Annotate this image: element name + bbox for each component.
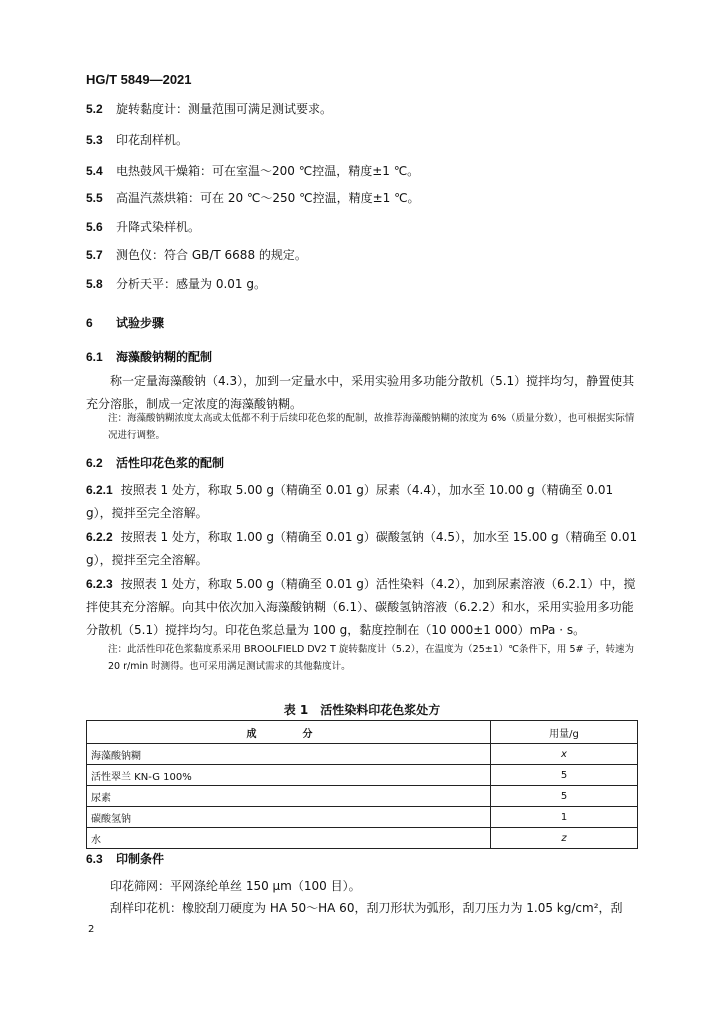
table-cell-component: 海藻酸钠糊	[87, 744, 491, 765]
section-title: 印制条件	[116, 852, 165, 866]
clause-number: 6.2.3	[86, 577, 113, 591]
table-row	[87, 786, 638, 807]
table-1	[86, 720, 638, 849]
clause-text: 旋转黏度计：测量范围可满足测试要求。	[116, 102, 333, 116]
clause-number: 5.2	[86, 102, 103, 116]
clause-text: 测色仪：符合 GB/T 6688 的规定。	[116, 248, 307, 262]
clause-6-2-2	[86, 526, 641, 572]
section-6-heading	[86, 314, 164, 331]
clause-number: 5.3	[86, 133, 103, 147]
section-title: 海藻酸钠糊的配制	[116, 350, 213, 364]
section-6-3-text-1: 印花筛网：平网涤纶单丝 150 μm（100 目）。	[110, 879, 361, 893]
clause-text: 按照表 1 处方，称取 1.00 g（精确至 0.01 g）碳酸氢钠（4.5），加水至 15.00 g（精确至 0.01 g），搅拌至完全溶解。	[86, 530, 638, 567]
clause-number: 5.4	[86, 164, 103, 178]
table-row	[87, 765, 638, 786]
section-number: 6.2	[86, 456, 103, 470]
section-title: 试验步骤	[116, 316, 165, 330]
page-number: 2	[88, 924, 95, 935]
table-header-row	[87, 721, 638, 744]
table-row	[87, 744, 638, 765]
clause-text: 升降式染样机。	[116, 220, 201, 234]
section-number: 6.3	[86, 852, 103, 866]
clause-5-8	[86, 275, 266, 292]
clause-5-3	[86, 131, 188, 148]
table-cell-amount: 5	[491, 786, 638, 807]
section-6-3-heading	[86, 850, 164, 867]
table-cell-component: 活性翠兰 KN-G 100%	[87, 765, 491, 786]
clause-number: 5.6	[86, 220, 103, 234]
clause-number: 5.8	[86, 277, 103, 291]
table-cell-amount: x	[491, 744, 638, 765]
clause-text: 高温汽蒸烘箱：可在 20 ℃～250 ℃控温，精度±1 ℃。	[116, 191, 420, 205]
clause-text: 按照表 1 处方，称取 5.00 g（精确至 0.01 g）尿素（4.4），加水至 10.00 g（精确至 0.01 g），搅拌至完全溶解。	[86, 483, 614, 520]
table-cell-amount: 1	[491, 807, 638, 828]
table-header-amount: 用量/g	[491, 721, 638, 744]
table-cell-component: 尿素	[87, 786, 491, 807]
standard-code: HG/T 5849—2021	[86, 72, 192, 87]
clause-5-6	[86, 218, 200, 235]
table-row	[87, 807, 638, 828]
clause-text: 分析天平：感量为 0.01 g。	[116, 277, 266, 291]
section-6-1-note: 注：海藻酸钠糊浓度太高或太低都不利于后续印花色浆的配制，故推荐海藻酸钠糊的浓度为 6%（质量分数），也可根据实际情况进行调整。	[108, 413, 635, 441]
section-title: 活性印花色浆的配制	[116, 456, 225, 470]
table-header-component: 成 分	[87, 721, 491, 744]
clause-6-2-1	[86, 479, 641, 525]
table-cell-amount: z	[491, 828, 638, 849]
clause-5-2	[86, 100, 332, 117]
clause-text: 印花刮样机。	[116, 133, 189, 147]
section-6-3-text-2: 刮样印花机：橡胶刮刀硬度为 HA 50～HA 60，刮刀形状为弧形，刮刀压力为 1.05 kg/cm²，刮	[110, 901, 623, 915]
clause-number: 6.2.1	[86, 483, 113, 497]
section-number: 6.1	[86, 350, 103, 364]
clause-text: 按照表 1 处方，称取 5.00 g（精确至 0.01 g）活性染料（4.2），加到尿素溶液（6.2.1）中，搅拌使其充分溶解。向其中依次加入海藻酸钠糊（6.1）、碳酸氢钠溶液（6.2.2）和水，采用实验用多功能分散机（5.1）搅拌均匀。印花色浆总量为 100 g，黏度控制在（10 000±1 000）mPa · s。	[86, 577, 636, 637]
section-6-1-text: 称一定量海藻酸钠（4.3），加到一定量水中，采用实验用多功能分散机（5.1）搅拌均匀，静置使其充分溶胀，制成一定浓度的海藻酸钠糊。	[86, 374, 635, 411]
clause-number: 5.7	[86, 248, 103, 262]
section-6-2-heading	[86, 454, 224, 471]
clause-text: 电热鼓风干燥箱：可在室温～200 ℃控温，精度±1 ℃。	[116, 164, 420, 178]
section-6-1-heading	[86, 348, 212, 365]
section-number: 6	[86, 316, 93, 330]
section-6-2-note: 注：此活性印花色浆黏度系采用 BROOLFIELD DV2 T 旋转黏度计（5.2），在温度为（25±1）℃条件下，用 5# 子，转速为 20 r/min 时测得。也可采用满足测试需求的其他黏度计。	[108, 644, 634, 672]
clause-number: 5.5	[86, 191, 103, 205]
table-cell-component: 水	[87, 828, 491, 849]
clause-5-5	[86, 189, 420, 206]
table-cell-component: 碳酸氢钠	[87, 807, 491, 828]
table-1-caption: 表 1 活性染料印花色浆处方	[283, 703, 441, 717]
clause-6-2-3	[86, 573, 641, 642]
table-cell-amount: 5	[491, 765, 638, 786]
clause-5-4	[86, 162, 419, 179]
clause-5-7	[86, 246, 307, 263]
table-row	[87, 828, 638, 849]
clause-number: 6.2.2	[86, 530, 113, 544]
